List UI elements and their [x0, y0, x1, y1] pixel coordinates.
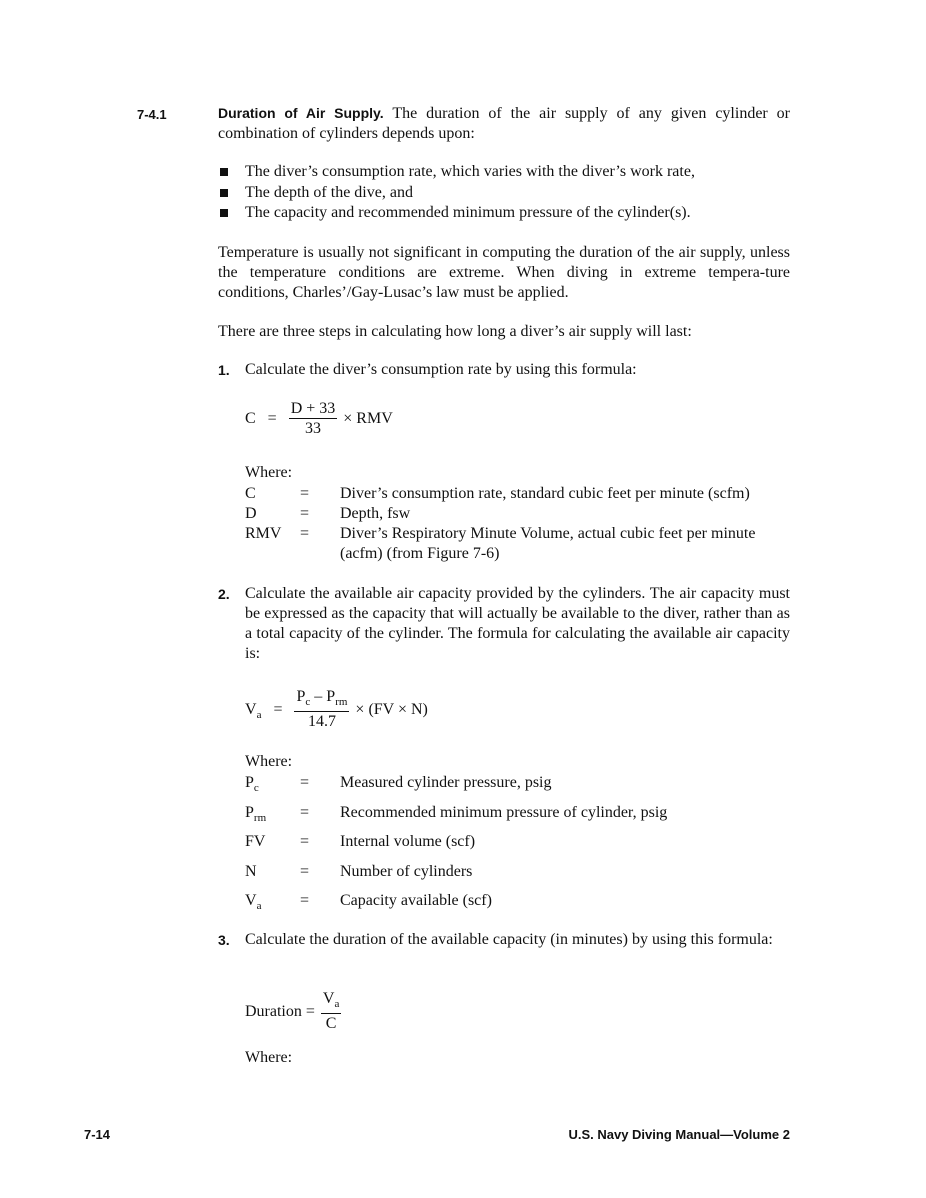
formula-numerator: D + 33: [290, 400, 336, 417]
definition-row: [245, 504, 790, 524]
intro-text: The duration of the air supply of any given cylinder or combination of cylinders depends upon:: [218, 105, 791, 142]
running-footer-title: U.S. Navy Diving Manual—Volume 2: [568, 1127, 790, 1142]
definition-equals: =: [300, 803, 310, 821]
definition-row: [245, 891, 790, 921]
formula-numerator: $P_c - P_{rm}$: [294, 688, 349, 712]
consumption-formula: [245, 400, 393, 439]
formula-rhs: × (FV × N): [355, 700, 428, 718]
definitions-step-2: [245, 773, 790, 921]
formula-lhs: $V_a$: [245, 700, 262, 721]
step-text: Calculate the available air capacity provided by the cylinders. The air capacity must be expressed as the capacity that will actually be available to the diver, rather than as a total capacity of the cylinder. The formula for calculating the available air capacity is:: [245, 585, 790, 662]
steps-intro: There are three steps in calculating how long a diver’s air supply will last:: [218, 323, 692, 340]
definition-description: Diver’s consumption rate, standard cubic feet per minute (scfm): [340, 485, 750, 502]
definition-row: [245, 803, 790, 833]
capacity-formula: [245, 688, 428, 732]
step-number: 3.: [218, 932, 230, 948]
definition-description: Depth, fsw: [340, 505, 411, 522]
definition-row: [245, 773, 790, 803]
definition-equals: =: [300, 525, 310, 542]
bullet-list: [218, 162, 790, 224]
bullet-text: The depth of the dive, and: [245, 183, 413, 201]
formula-numerator: $V_a$: [321, 990, 341, 1014]
definition-row: [245, 484, 790, 504]
definition-symbol: C: [245, 485, 256, 502]
definition-symbol: FV: [245, 833, 266, 850]
definition-symbol: D: [245, 505, 257, 522]
step-number: 1.: [218, 362, 230, 378]
formula-fraction: [321, 990, 341, 1034]
square-bullet-icon: [218, 183, 245, 204]
definition-description: Number of cylinders: [340, 862, 473, 880]
section-number: 7-4.1: [137, 107, 167, 122]
list-item: [218, 203, 790, 224]
definition-row: [245, 862, 790, 892]
list-item: [218, 183, 790, 204]
definition-symbol: $P_c$: [245, 774, 259, 795]
square-bullet-icon: [218, 162, 245, 183]
definition-description: Diver’s Respiratory Minute Volume, actual cubic feet per minute (acfm) (from Figure 7-6): [340, 525, 756, 562]
intro-paragraph: [218, 103, 790, 144]
definition-symbol: $V_a$: [245, 892, 262, 913]
formula-equals: =: [273, 700, 283, 718]
formula-denominator: 33: [304, 420, 321, 437]
formula-lhs: C: [245, 410, 256, 428]
formula-rhs: × RMV: [343, 410, 393, 428]
step-1: [218, 360, 790, 380]
page-number: 7-14: [84, 1127, 111, 1142]
formula-fraction: [294, 688, 349, 732]
step-text: Calculate the diver’s consumption rate by using this formula:: [245, 361, 637, 378]
step-number: 2.: [218, 586, 230, 602]
definition-equals: =: [300, 833, 310, 850]
formula-equals: =: [267, 410, 277, 428]
definition-symbol: N: [245, 862, 257, 880]
duration-formula: [245, 990, 341, 1034]
formula-denominator: 14.7: [307, 713, 336, 731]
definitions-step-1: [245, 484, 790, 564]
definition-equals: =: [300, 485, 310, 502]
where-label: Where:: [245, 1049, 293, 1066]
step-text: Calculate the duration of the available capacity (in minutes) by using this formula:: [245, 931, 773, 948]
definition-equals: =: [300, 862, 310, 880]
formula-denominator: C: [325, 1015, 337, 1033]
definition-description: Capacity available (scf): [340, 892, 492, 909]
definition-description: Internal volume (scf): [340, 833, 476, 850]
where-label: Where:: [245, 753, 293, 770]
list-item: [218, 162, 790, 183]
where-label: Where:: [245, 464, 293, 481]
temperature-paragraph: Temperature is usually not significant in computing the duration of the air supply, unless the temperature conditions are extreme. When diving in extreme tempera-ture conditions, Charles’/Gay-Lusac’s law must be applied.: [218, 244, 790, 301]
definition-description: Recommended minimum pressure of cylinder, psig: [340, 803, 668, 821]
definition-description: Measured cylinder pressure, psig: [340, 774, 552, 791]
bullet-text: The diver’s consumption rate, which varies with the diver’s work rate,: [245, 163, 695, 180]
definition-equals: =: [300, 892, 310, 909]
section-heading: Duration of Air Supply.: [218, 105, 384, 121]
step-3: [218, 930, 790, 950]
step-2: [218, 584, 790, 664]
definition-equals: =: [300, 505, 310, 522]
definition-row: [245, 524, 790, 564]
definition-symbol: $P_{rm}$: [245, 803, 267, 824]
bullet-text: The capacity and recommended minimum pressure of the cylinder(s).: [245, 204, 691, 221]
formula-lhs: Duration =: [245, 1002, 315, 1020]
formula-fraction: [289, 400, 338, 439]
definition-row: [245, 832, 790, 862]
definition-equals: =: [300, 774, 310, 791]
square-bullet-icon: [218, 203, 245, 224]
definition-symbol: RMV: [245, 525, 282, 542]
